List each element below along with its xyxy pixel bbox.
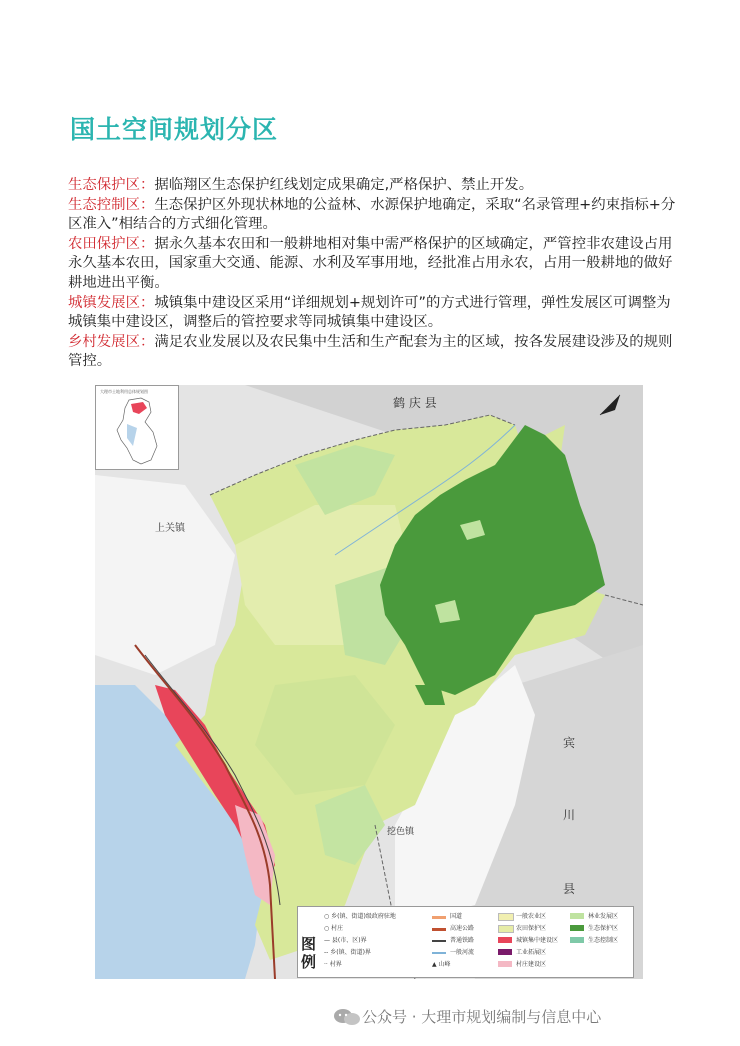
legend-item: 生态控制区 [588, 937, 619, 944]
zone-descriptions [68, 176, 680, 372]
zone-label: 农田保护区： [68, 235, 155, 252]
inset-title: 大理市土地利用总体规划图 [100, 389, 148, 394]
page-title: 国土空间规划分区 [70, 115, 279, 144]
legend-item: 一般河流 [450, 949, 475, 956]
label-shangguan: 上关镇 [155, 523, 185, 534]
legend-item: 普通铁路 [450, 937, 475, 944]
zone-text: 满足农业发展以及农民集中生活和生产配套为主的区域，按各发展建设涉及的规则管控。 [68, 333, 673, 370]
zone-eco-protect [68, 176, 680, 196]
zone-text: 据永久基本农田和一般耕地相对集中需严格保护的区域确定，严管控非农建设占用永久基本农田，国家重大交通、能源、水利及军事用地，经批准占用永农，占用一般耕地的做好耕地进出平衡。 [68, 235, 673, 291]
legend-item: 一般农业区 [516, 913, 547, 920]
legend-item: 林业发展区 [588, 913, 619, 920]
label-bin: 宾 [563, 736, 576, 750]
legend-item: ·· 村界 [324, 961, 342, 968]
legend-item: ▲ 山峰 [432, 961, 451, 968]
zone-label: 生态控制区： [68, 196, 155, 213]
legend-item: ○ 乡(镇、街道)级政府驻地 [324, 913, 396, 920]
label-heqing: 鹤 庆 县 [393, 396, 437, 410]
legend-item: ○ 村庄 [324, 925, 344, 932]
zone-text: 城镇集中建设区采用“详细规划+规划许可”的方式进行管理，弹性发展区可调整为城镇集中建设区，调整后的管控要求等同城镇集中建设区。 [68, 294, 671, 331]
legend-item: 国道 [450, 913, 463, 920]
inset-map [95, 385, 179, 470]
zone-farmland [68, 235, 680, 294]
legend-item: -- 乡(镇、街道)界 [324, 949, 371, 956]
zone-label: 城镇发展区： [68, 294, 155, 311]
label-xian: 县 [563, 882, 576, 896]
inset-outline [97, 394, 177, 468]
map-legend [297, 906, 634, 978]
zone-urban [68, 294, 680, 333]
wechat-icon [333, 1008, 361, 1026]
legend-item: 城镇集中建设区 [516, 937, 559, 944]
legend-title: 图例 [301, 935, 317, 971]
zone-eco-control [68, 196, 680, 235]
legend-item: 高速公路 [450, 925, 475, 932]
zone-text: 据临翔区生态保护红线划定成果确定,严格保护、禁止开发。 [154, 177, 534, 193]
legend-item: 农田保护区 [516, 925, 547, 932]
zone-rural [68, 333, 680, 372]
zone-label: 乡村发展区： [68, 333, 155, 350]
legend-item: 村庄建设区 [516, 961, 547, 968]
legend-item: 工业拓展区 [516, 949, 547, 956]
zone-label: 生态保护区： [68, 177, 155, 193]
label-wase: 挖色镇 [387, 827, 415, 837]
zone-text: 生态保护区外现状林地的公益林、水源保护地确定，采取“名录管理+约束指标+分区准入”相结合的方式细化管理。 [68, 196, 676, 233]
legend-item: — 县(市、区)界 [324, 937, 367, 944]
watermark: 公众号 · 大理市规划编制与信息中心 [362, 1008, 602, 1026]
label-chuan: 川 [563, 808, 576, 822]
legend-item: 生态保护区 [588, 925, 619, 932]
zoning-map [95, 385, 643, 979]
